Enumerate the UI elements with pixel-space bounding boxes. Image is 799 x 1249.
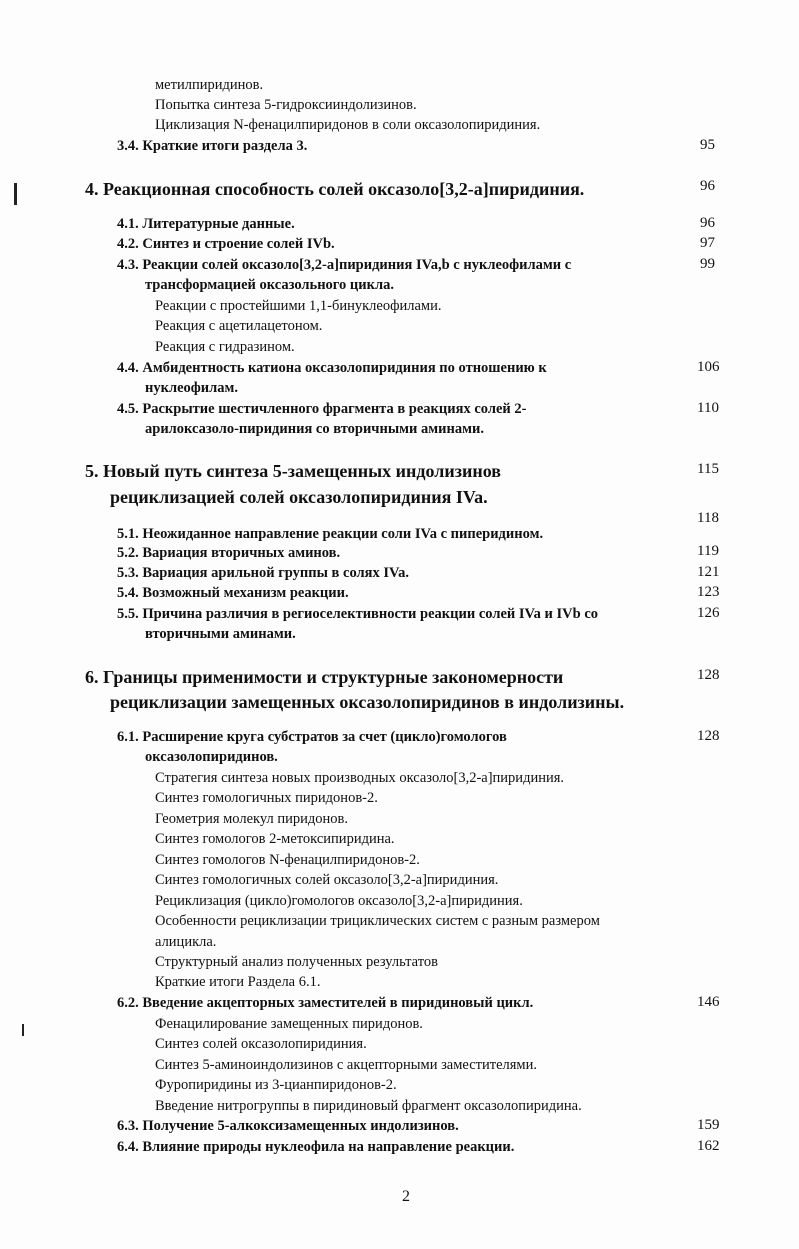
toc-page-number: 96 <box>700 215 715 231</box>
toc-section: вторичными аминами. <box>145 626 296 642</box>
toc-page-number: 123 <box>697 584 720 600</box>
toc-entry: Фенацилирование замещенных пиридонов. <box>155 1016 423 1032</box>
toc-entry: Фуропиридины из 3-цианпиридонов-2. <box>155 1077 397 1093</box>
toc-entry: Геометрия молекул пиридонов. <box>155 811 348 827</box>
toc-entry: Синтез гомологов N-фенацилпиридонов-2. <box>155 852 420 868</box>
toc-page-number: 126 <box>697 605 720 621</box>
toc-section: 5.3. Вариация арильной группы в солях IVa. <box>117 565 410 581</box>
toc-page-number: 99 <box>700 256 715 272</box>
toc-section: 5.1. Неожиданное направление реакции соли IVa с пиперидином. <box>117 526 544 542</box>
toc-section: 6.3. Получение 5-алкоксизамещенных индолизинов. <box>117 1118 459 1134</box>
toc-chapter: 4. Реакционная способность солей оксазоло[3,2-a]пиридиния. <box>85 179 585 199</box>
toc-page-number: 128 <box>697 728 720 744</box>
toc-entry: Синтез гомологичных пиридонов-2. <box>155 790 378 806</box>
scan-mark <box>22 1024 24 1036</box>
toc-section: 6.2. Введение акцепторных заместителей в пиридиновый цикл. <box>117 995 534 1011</box>
toc-chapter: 6. Границы применимости и структурные закономерности <box>85 667 564 687</box>
toc-page-number: 95 <box>700 137 715 153</box>
toc-page-number: 97 <box>700 235 715 251</box>
toc-entry: Структурный анализ полученных результатов <box>155 954 438 970</box>
toc-entry: Синтез гомологов 2-метоксипиридина. <box>155 831 395 847</box>
toc-entry: алицикла. <box>155 934 217 950</box>
toc-section: оксазолопиридинов. <box>145 749 278 765</box>
toc-section: 3.4. Краткие итоги раздела 3. <box>117 138 308 154</box>
toc-section: 4.3. Реакции солей оксазоло[3,2-а]пиридиния IVa,b с нуклеофилами с <box>117 257 572 273</box>
page-number: 2 <box>402 1188 410 1205</box>
toc-entry: Реакции с простейшими 1,1-бинуклеофилами. <box>155 298 442 314</box>
toc-entry: Циклизация N-фенацилпиридонов в соли оксазолопиридиния. <box>155 117 541 133</box>
scan-mark <box>14 183 17 205</box>
toc-section: нуклеофилам. <box>145 380 239 396</box>
toc-entry: Краткие итоги Раздела 6.1. <box>155 974 321 990</box>
toc-page-number: 118 <box>697 510 719 526</box>
toc-section: 6.1. Расширение круга субстратов за счет (цикло)гомологов <box>117 729 507 745</box>
toc-section: арилоксазоло-пиридиния со вторичными аминами. <box>145 421 484 437</box>
toc-section: 4.1. Литературные данные. <box>117 216 295 232</box>
toc-entry: Введение нитрогруппы в пиридиновый фрагмент оксазолопиридина. <box>155 1098 582 1114</box>
toc-entry: Синтез гомологичных солей оксазоло[3,2-а]пиридиния. <box>155 872 499 888</box>
toc-entry: Реакция с ацетилацетоном. <box>155 318 323 334</box>
toc-page-number: 128 <box>697 667 720 683</box>
toc-page-number: 159 <box>697 1117 720 1133</box>
toc-entry: Стратегия синтеза новых производных оксазоло[3,2-а]пиридиния. <box>155 770 565 786</box>
toc-entry: Особенности рециклизации трициклических систем с разным размером <box>155 913 600 929</box>
toc-entry: Попытка синтеза 5-гидроксииндолизинов. <box>155 97 417 113</box>
toc-entry: Реакция с гидразином. <box>155 339 295 355</box>
toc-page-number: 110 <box>697 400 719 416</box>
toc-section: 4.4. Амбидентность катиона оксазолопиридиния по отношению к <box>117 360 547 376</box>
toc-section: трансформацией оксазольного цикла. <box>145 277 394 293</box>
toc-page-number: 96 <box>700 178 715 194</box>
toc-page-number: 106 <box>697 359 720 375</box>
toc-section: 5.4. Возможный механизм реакции. <box>117 585 349 601</box>
toc-page-number: 146 <box>697 994 720 1010</box>
toc-page-number: 119 <box>697 543 719 559</box>
toc-page-number: 121 <box>697 564 720 580</box>
toc-entry: Синтез 5-аминоиндолизинов с акцепторными заместителями. <box>155 1057 537 1073</box>
toc-section: 4.5. Раскрытие шестичленного фрагмента в реакциях солей 2- <box>117 401 527 417</box>
toc-page-number: 162 <box>697 1138 720 1154</box>
toc-chapter: рециклизацией солей оксазолопиридиния IVa. <box>110 487 488 507</box>
toc-section: 5.2. Вариация вторичных аминов. <box>117 545 341 561</box>
toc-section: 4.2. Синтез и строение солей IVb. <box>117 236 335 252</box>
toc-section: 5.5. Причина различия в региоселективности реакции солей IVa и IVb со <box>117 606 598 622</box>
toc-chapter: 5. Новый путь синтеза 5-замещенных индолизинов <box>85 461 502 481</box>
toc-entry: Рециклизация (цикло)гомологов оксазоло[3,2-а]пиридиния. <box>155 893 523 909</box>
toc-page-number: 115 <box>697 461 719 477</box>
toc-chapter: рециклизации замещенных оксазолопиридинов в индолизины. <box>110 692 625 712</box>
toc-entry: метилпиридинов. <box>155 77 264 93</box>
toc-entry: Синтез солей оксазолопиридиния. <box>155 1036 367 1052</box>
toc-section: 6.4. Влияние природы нуклеофила на направление реакции. <box>117 1139 515 1155</box>
